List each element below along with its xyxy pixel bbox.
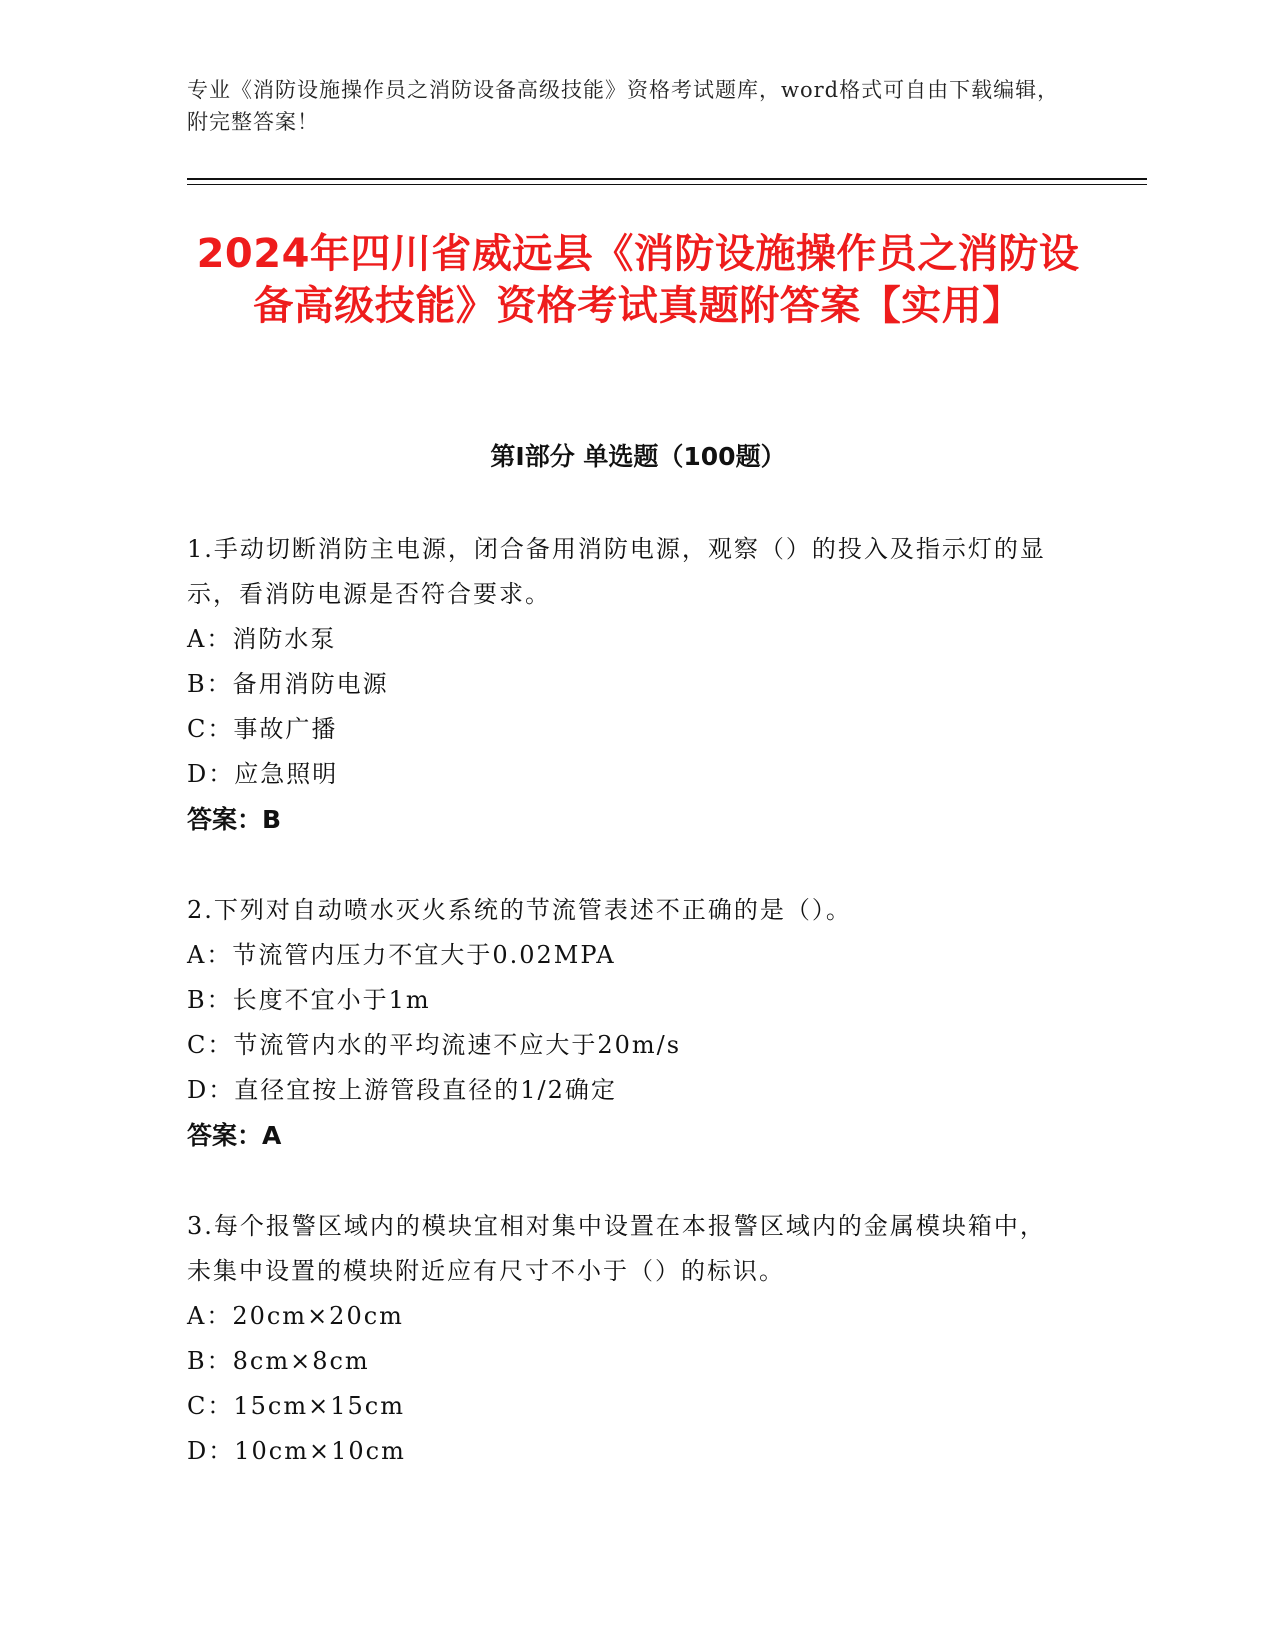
question-stem: 3.每个报警区域内的模块宜相对集中设置在本报警区域内的金属模块箱中，未集中设置的模块附近应有尺寸不小于（）的标识。 — [187, 1212, 1046, 1285]
option-b: B：备用消防电源 — [187, 670, 389, 698]
question-list — [187, 527, 1067, 1520]
question-stem: 1.手动切断消防主电源，闭合备用消防电源，观察（）的投入及指示灯的显示，看消防电源是否符合要求。 — [187, 535, 1046, 608]
header-note: 专业《消防设施操作员之消防设备高级技能》资格考试题库，word格式可自由下载编辑，附完整答案！ — [187, 78, 1060, 134]
option-d: D：10cm×10cm — [187, 1437, 406, 1465]
option-b: B：长度不宜小于1m — [187, 986, 431, 1014]
option-a: A：20cm×20cm — [187, 1302, 404, 1330]
option-c: C：事故广播 — [187, 715, 338, 743]
answer-line: 答案：B — [187, 805, 282, 834]
option-a: A：节流管内压力不宜大于0.02MPA — [187, 941, 616, 969]
option-d: D：应急照明 — [187, 760, 339, 788]
header-rule-thick — [187, 178, 1147, 180]
question-stem: 2.下列对自动喷水灭火系统的节流管表述不正确的是（）。 — [187, 896, 852, 924]
section-title: 第I部分 单选题（100题） — [490, 442, 786, 471]
header-rule-thin — [187, 184, 1147, 185]
question-2 — [187, 888, 1067, 1158]
option-b: B：8cm×8cm — [187, 1347, 370, 1375]
option-a: A：消防水泵 — [187, 625, 337, 653]
option-c: C：节流管内水的平均流速不应大于20m/s — [187, 1031, 682, 1059]
question-1 — [187, 527, 1067, 842]
document-title: 2024年四川省威远县《消防设施操作员之消防设备高级技能》资格考试真题附答案【实用】 — [196, 231, 1080, 329]
option-c: C：15cm×15cm — [187, 1392, 405, 1420]
answer-line: 答案：A — [187, 1121, 282, 1150]
question-3 — [187, 1204, 1067, 1474]
option-d: D：直径宜按上游管段直径的1/2确定 — [187, 1076, 617, 1104]
